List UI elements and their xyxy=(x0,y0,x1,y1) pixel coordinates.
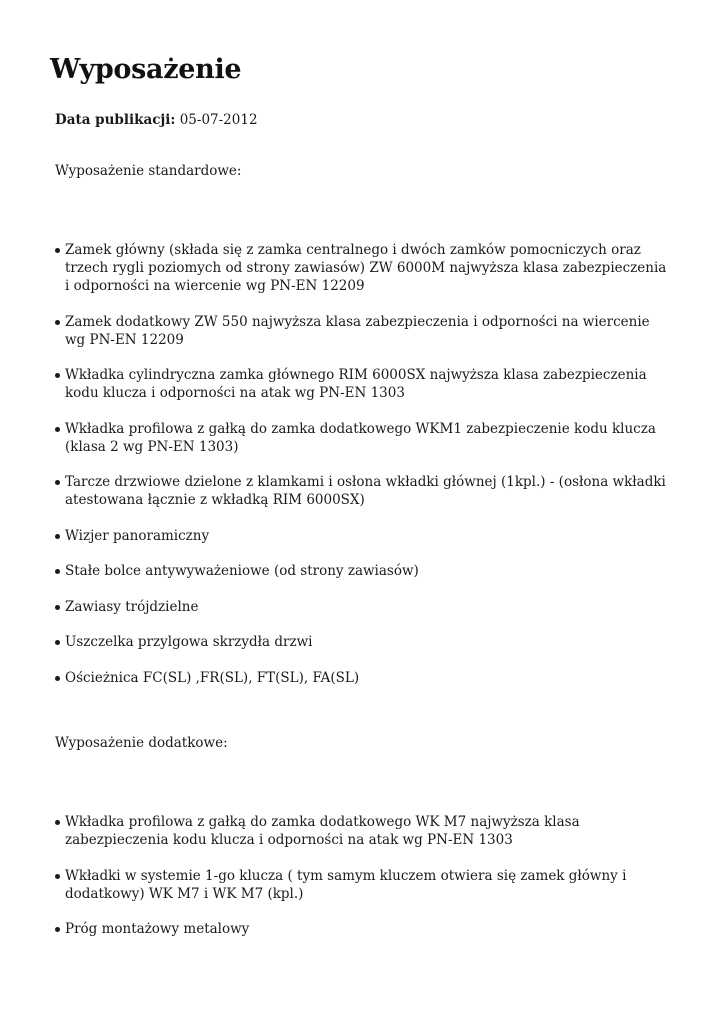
list-item: Wkładki w systemie 1-go klucza ( tym samym kluczem otwiera się zamek główny i dodatkowy) WK M7 i WK M7 (kpl.) xyxy=(55,867,670,903)
list-item: Uszczelka przylgowa skrzydła drzwi xyxy=(55,633,670,651)
list-item: Tarcze drzwiowe dzielone z klamkami i osłona wkładki głównej (1kpl.) - (osłona wkładki atestowana łącznie z wkładką RIM 6000SX) xyxy=(55,473,670,509)
publication-info xyxy=(55,111,258,129)
list-item: Ościeżnica FC(SL) ,FR(SL), FT(SL), FA(SL) xyxy=(55,669,670,687)
list-item: Próg montażowy metalowy xyxy=(55,920,670,938)
list-item: Wizjer panoramiczny xyxy=(55,527,670,545)
list-item: Wkładka profilowa z gałką do zamka dodatkowego WK M7 najwyższa klasa zabezpieczenia kodu klucza i odporności na atak wg PN-EN 1303 xyxy=(55,813,670,849)
list-item: Wkładka cylindryczna zamka głównego RIM 6000SX najwyższa klasa zabezpieczenia kodu klucza i odporności na atak wg PN-EN 1303 xyxy=(55,366,670,402)
list-item: Zawiasy trójdzielne xyxy=(55,598,670,616)
list-item: Zamek dodatkowy ZW 550 najwyższa klasa zabezpieczenia i odporności na wiercenie wg PN-EN 12209 xyxy=(55,313,670,349)
list-item: Zamek główny (składa się z zamka centralnego i dwóch zamków pomocniczych oraz trzech rygli poziomych od strony zawiasów) ZW 6000M najwyższa klasa zabezpieczenia i odporności na wiercenie wg PN-EN 12209 xyxy=(55,241,670,295)
publication-label: Data publikacji: xyxy=(55,112,176,128)
list-item: Stałe bolce antywyważeniowe (od strony zawiasów) xyxy=(55,562,670,580)
standard-equipment-heading: Wyposażenie standardowe: xyxy=(55,163,242,179)
page-title: Wyposażenie xyxy=(50,54,242,85)
additional-equipment-list xyxy=(55,813,670,956)
standard-equipment-list xyxy=(55,241,670,704)
additional-equipment-heading: Wyposażenie dodatkowe: xyxy=(55,735,228,751)
list-item: Wkładka profilowa z gałką do zamka dodatkowego WKM1 zabezpieczenie kodu klucza (klasa 2 wg PN-EN 1303) xyxy=(55,420,670,456)
publication-date: 05-07-2012 xyxy=(179,112,258,128)
